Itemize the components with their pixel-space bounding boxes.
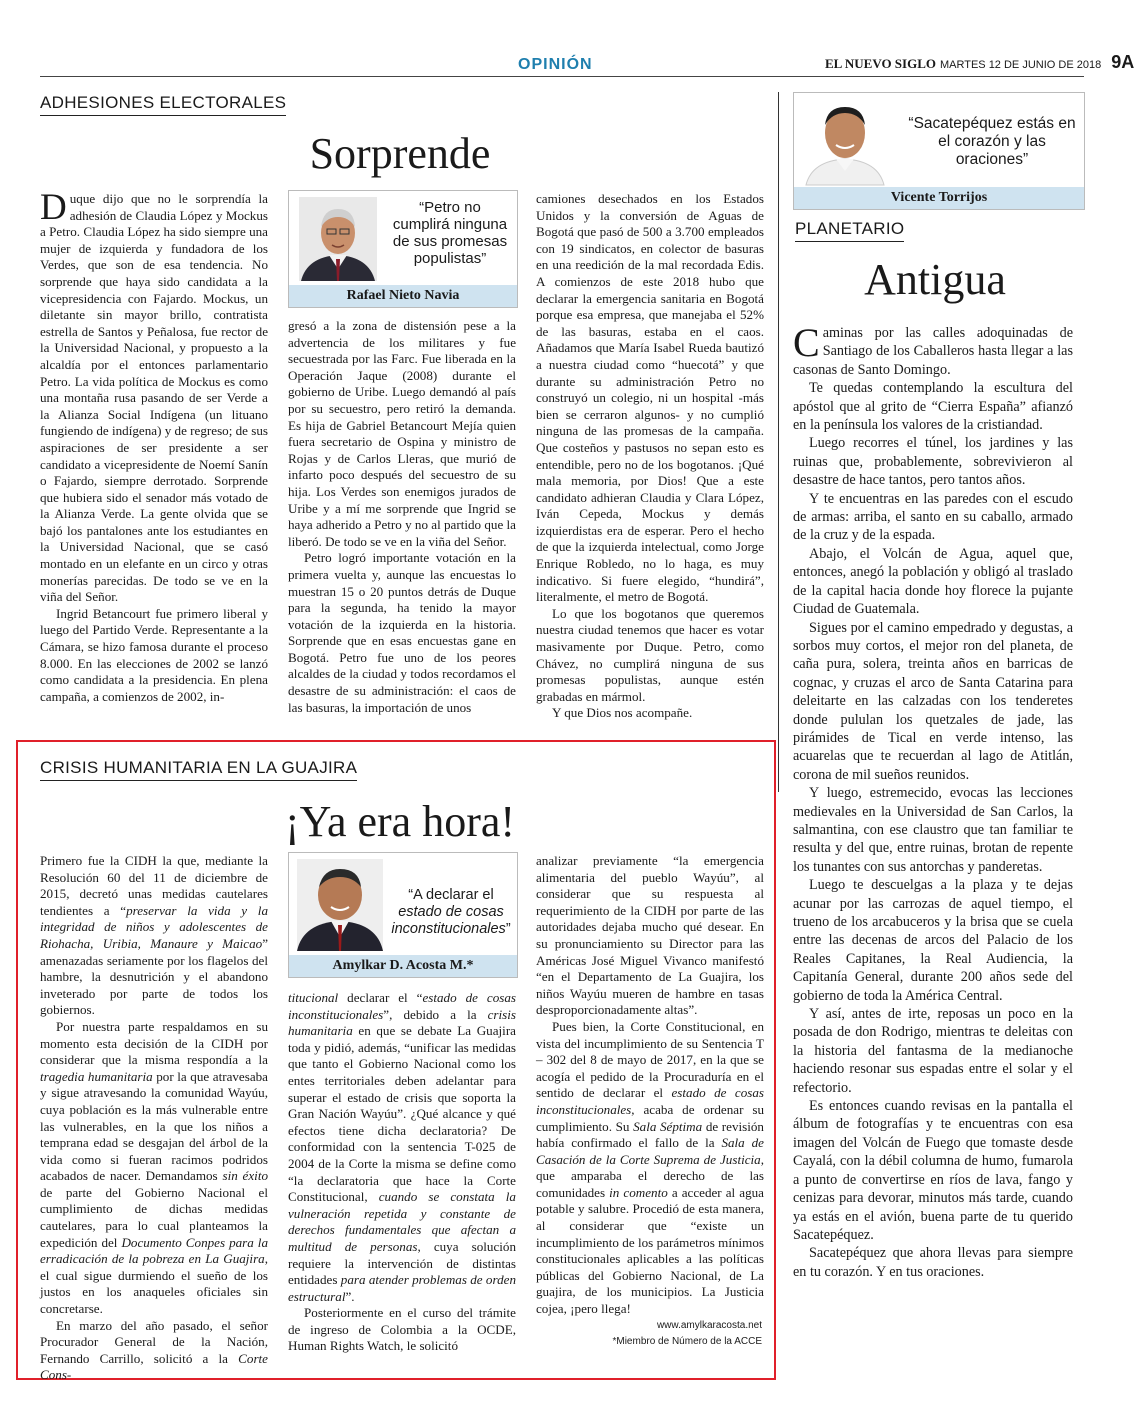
article1-col1-p1-text: uque dijo que no le sorprendía la adhesión de Claudia López y Mockus a Petro. Claudia López ha sido siempre una mujer de izquierda y fundadora de los Verdes, que son de esa tendencia. No sorprende que haya sido candidata a la vicepresidencia con Fajardo. Mockus, un diletante sin mayor brillo, contratista estrella de Santos y Peñalosa, fue rector de la Universidad Nacional, y propuesto a la alcaldía por el entonces parlamentario Petro. La vida política de Mockus es como una montaña rusa pasando de ser Verde a la Alianza Social Indígena (un lituano fungiendo de indígena) y de regreso; de sus aspiraciones de ser presidente a ser candidato a vicepresidente de Noemí Sanín o Fajardo, siempre derrotado. Sorprende que hubiera sido el senador más votado de la Alianza Verde. La gente olvida que se bajó los pantalones ante los estudiantes en la Universidad Nacional, que se casó montado en un elefante en un circo y otras monerías parecidas. De todo se ve en la viña del Señor. [40,191,268,605]
drop-cap-antigua: C [793,320,820,365]
article2-col1 [40,853,269,1383]
article1-col1 [40,187,268,731]
headline-antigua: Antigua [864,255,1006,304]
article1-col3-p1: camiones desechados en los Estados Unidos y la conversión de Aguas de Bogotá que pasó de 500 a 3.700 empleados con 19 sindicatos, en colector de basuras en una reedición de la mal recordada Edis. A comienzos de este 2018 hubo que declarar la emergencia sanitaria en Bogotá porque esa empresa, que manejaba el 52% de las basuras, estaba en el caos. Añadamos que María Isabel Rueda bautizó a nuestra ciudad como “huecotá” y que durante su administración Petro no construyó un colegio, ni un hospital -más bien se cerraron algunos- y no cumplió ninguna de las promesas de la campaña. Que costeños y pastusos no sepan esto es entendible, pero no de los bogotanos. ¡Qué mala memoria, por Dios! Que a este candidato adhieran Claudia y Clara López, Iván Cepeda, Mockus y demás izquierdistas era de esperar. Pero el hecho de que la izquierda intelectual, como Jorge Enrique Robledo, no lo haga, es muy indicativo. Si fuere elegido, “hundirá”, literalmente, el metro de Bogotá. [536,191,764,605]
article3-p11: Sacatepéquez que ahora llevas para siempre en tu corazón. Y en tus oraciones. [793,1245,1073,1280]
article2-col3-p1: analizar previamente “la emergencia alimentaria del pueblo Wayúu”, al considerar que su respuesta al requerimiento de la CIDH por parte de las autoridades dejaba mucho qué desear. En su pronunciamiento su Director para las Américas José Miguel Vivanco manifestó “en el Departamento de La Guajira, los niños Wayúu mueren de hambre en tasas desproporcionadamente altas”. [536,853,764,1018]
author-box-torrijos [793,92,1085,210]
kicker-planetario: PLANETARIO [795,219,904,242]
headline-sorprende: Sorprende [309,129,491,178]
section-label: OPINIÓN [518,56,593,73]
article3-p1-text: aminas por las calles adoquinadas de Santiago de los Caballeros hasta llegar a las casonas de Santo Domingo. [793,325,1073,378]
article2-col1-p2: Por nuestra parte respaldamos en su momento esta decisión de la CIDH por considerar que la misma respondía a la tragedia humanitaria por la que atravesaba y sigue atravesando la comunidad Wayúu, cuya población es la más vulnerable entre las vulnerables, en la que los niños a temprana edad se desgajan del árbol de la vida como si fueran racimos podridos acabados de nacer. Demandamos sin éxito de parte del Gobierno Nacional el cumplimiento de dichas medidas cautelares, para lo cual planteamos la expedición del Documento Conpes para la erradicación de la pobreza en La Guajira, el cual sigue durmiendo el sueño de los justos en los anaqueles oficiales sin concretarse. [40,1018,269,1317]
quote-torrijos: “Sacatepéquez estás en el corazón y las oraciones” [908,115,1076,168]
article3-p8: Luego te descuelgas a la plaza y te dejas acunar por las carrozas de aquel tiempo, el trueno de los arcabuceros y la brisa que se cuela entre las decenas de arcos del Palacio de los Reales Capitanes, la Real Audiencia, la Capitanía General, durante 200 años sede del gobierno de toda la América Central. [793,877,1073,1004]
article2-col1-p1: Primero fue la CIDH la que, mediante la Resolución 60 del 11 de diciembre de 2015, decretó unas medidas cautelares tendientes a “preservar la vida y la integridad de niños y adolescentes de Riohacha, Uribia, Manaure y Maicao” amenazadas seriamente por los flagelos del hambre, la desnutrición y el abandono inveterado por parte de todos los gobiernos. [40,853,268,1018]
article1-col2 [288,318,516,732]
article2-col1-p3: En marzo del año pasado, el señor Procurador General de la Nación, Fernando Carrillo, solicitó a la Corte Cons- [40,1317,268,1383]
article3-p9: Y así, antes de irte, reposas un poco en la posada de don Rodrigo, mientras te deleitas con la historia del fantasma de la medianoche haciendo resonar sus espadas entre el solar y el refectorio. [793,1006,1073,1096]
article1-col3-p3: Y que Dios nos acompañe. [552,705,693,721]
article1-col2-p2: Petro logró importante votación en la primera vuelta y, aunque las encuestas lo muestran 15 o 20 puntos detrás de Duque para la segunda, ha tenido la mayor votación de la izquierda en la historia. Sorprende que en esas encuestas gane en Bogotá. Petro fue uno de los peores alcaldes de la ciudad y todos recordamos el desastre de su administración: el caos de las basuras, la importación de unos [288,550,516,715]
drop-cap: D [40,187,67,228]
author-name-acosta: Amylkar D. Acosta M.* [289,955,517,977]
author-website: www.amylkaracosta.net [656,1320,762,1331]
quote-acosta: “A declarar el estado de cosas inconstitucionales” [391,887,511,937]
headline-ya-era-hora: ¡Ya era hora! [284,797,516,846]
article3-p4: Y te encuentras en las paredes con el escudo de armas: arriba, el santo en su caballo, armado de la cruz y de la espada. [793,490,1073,544]
article3-body [793,320,1073,1378]
article1-col3-p2: Lo que los bogotanos que queremos nuestra ciudad tenemos que hacer es votar masivamente por Duque. Petro, como Chávez, no cumplirá ninguna de sus promesas populistas, aunque estén grabadas en mármol. [536,605,764,704]
article2-col2-p2: Posteriormente en el curso del trámite de ingreso de Colombia a la OCDE, Human Rights Watch, le solicitó [288,1305,516,1354]
author-photo-nieto [299,197,377,281]
author-name-torrijos: Vicente Torrijos [794,187,1084,209]
article3-p5: Abajo, el Volcán de Agua, aquel que, entonces, anegó la población y obligó al traslado de la capital hacia donde hoy florece la pujante Ciudad de Guatemala. [793,545,1073,618]
article1-col3 [536,191,764,733]
article2-col3 [536,853,764,1315]
header-rule [40,76,1084,77]
article2-col2 [288,990,516,1354]
paper-name: EL NUEVO SIGLO [825,56,936,71]
author-photo-acosta [297,859,383,951]
article2-col3-p2: Pues bien, la Corte Constitucional, en vista del incumplimiento de su Sentencia T – 302 del 8 de mayo de 2017, en la que se acogía el pedido de la Procuraduría en el sentido de declarar el estado de cosas inconstitucionales, acaba de ordenar su cumplimiento. Su Sala Séptima de revisión había confirmado el fallo de la Sala de Casación de la Corte Suprema de Justicia, que amparaba el derecho de las comunidades in comento a acceder al agua potable y salubre. Procedió de esta manera, al considerar que “existe un incumplimiento de los parámetros mínimos constitucionales aplicables a las políticas públicas del Gobierno Nacional, de La guajira, de los municipios. La Justicia cojea, ¡pero llega! [536,1018,764,1317]
article3-p1 [793,320,1073,379]
article1-col1-p2: Ingrid Betancourt fue primero liberal y luego del Partido Verde. Representante a la Cámara, se hizo famosa durante el proceso 8.000. En las elecciones de 2002 se lanzó como candidata a la presidencia. En plena campaña, a comienzos de 2002, in- [40,605,268,704]
column-divider [778,92,779,792]
page-number: 9A [1111,52,1134,72]
article3-p10: Es entonces cuando revisas en la pantalla el álbum de fotografías y te encuentras con esa imagen del Volcán de Fuego que tomaste desde Cayalá, con la débil columna de humo, fumarola a punto de convertirse en ríos de lava, fango y cenizas para devorar, minutos más tarde, cuando ya estás en el avión, buena parte de tu querido Sacatepéquez. [793,1098,1073,1243]
article3-p2: Te quedas contemplando la escultura del apóstol que al grito de “Cierra España” afianzó en la península los valores de la cristiandad. [793,380,1073,434]
author-box-acosta [288,852,518,978]
article1-col2-p1: gresó a la zona de distensión pese a la advertencia de los militares y fue secuestrada por las Farc. Fue liberada en la Operación Jaque (2008) durante el gobierno de Uribe. Luego demandó al país por su secuestro, pero retiró la demanda. Es hija de Gabriel Betancourt Mejía quien fuera secretario de Ospina y ministro de Rojas y de Carlos Lleras, que murió de infarto poco después del secuestro de su hija. Los Verdes son enemigos jurados de Uribe y a mí me sorprende que Ingrid se haya adherido a Petro y no al partido que la liberó. De todo se ve en la viña del Señor. [288,318,516,549]
kicker-adhesiones: ADHESIONES ELECTORALES [40,93,286,116]
kicker-crisis: CRISIS HUMANITARIA EN LA GUAJIRA [40,758,357,781]
author-photo-torrijos [802,97,888,185]
article3-p7: Y luego, estremecido, evocas las lecciones medievales en la Universidad de San Carlos, la salmantina, con ese claustro que tan familiar te resulta y del que, entre ruinas, brotan de repente los tunantes con sus antorchas y panderetas. [793,785,1073,875]
article3-p6: Sigues por el camino empedrado y degustas, a sorbos muy cortos, el mejor ron del planeta, de caña pura, solera, treinta años en barricas de cognac, y cruzas el arco de Santa Catarina para deleitarte en las calzadas con los tenderetes donde pululan los quetzales de jade, las pirámides de Tical en verde intenso, las acuarelas que te recuerdan al lago de Atitlán, corona de mil sueños reunidos. [793,619,1073,783]
author-name-nieto: Rafael Nieto Navia [289,285,517,307]
article3-p3: Luego recorres el túnel, los jardines y las ruinas que, probablemente, sobrevivieron al desastre de hace tantos, pero tantos años. [793,435,1073,489]
issue-date: MARTES 12 DE JUNIO DE 2018 [940,59,1102,71]
article1-col1-p1 [40,187,268,606]
quote-nieto: “Petro no cumplirá ninguna de sus promesas populistas” [392,199,508,267]
author-footnote: *Miembro de Número de la ACCE [612,1336,762,1347]
author-box-nieto [288,190,518,308]
article2-col2-p1: titucional declarar el “estado de cosas inconstitucionales”, debido a la crisis humanitaria en que se debate La Guajira toda y pidió, además, “unificar las medidas que tanto el Gobierno Nacional como los entes territoriales deben adelantar para superar el estado de crisis que soporta la Gran Nación Wayúu”. ¿Qué alcance y qué efectos tiene dicha declaratoria? De conformidad con la sentencia T-025 de 2004 de la Corte la misma se define como “la declaratoria que hace la Corte Constitucional, cuando se constata la vulneración repetida y constante de derechos fundamentales que afectan a multitud de personas, cuya solución requiere la intervención de distintas entidades para atender problemas de orden estructural”. [288,990,516,1304]
masthead [825,52,1134,73]
